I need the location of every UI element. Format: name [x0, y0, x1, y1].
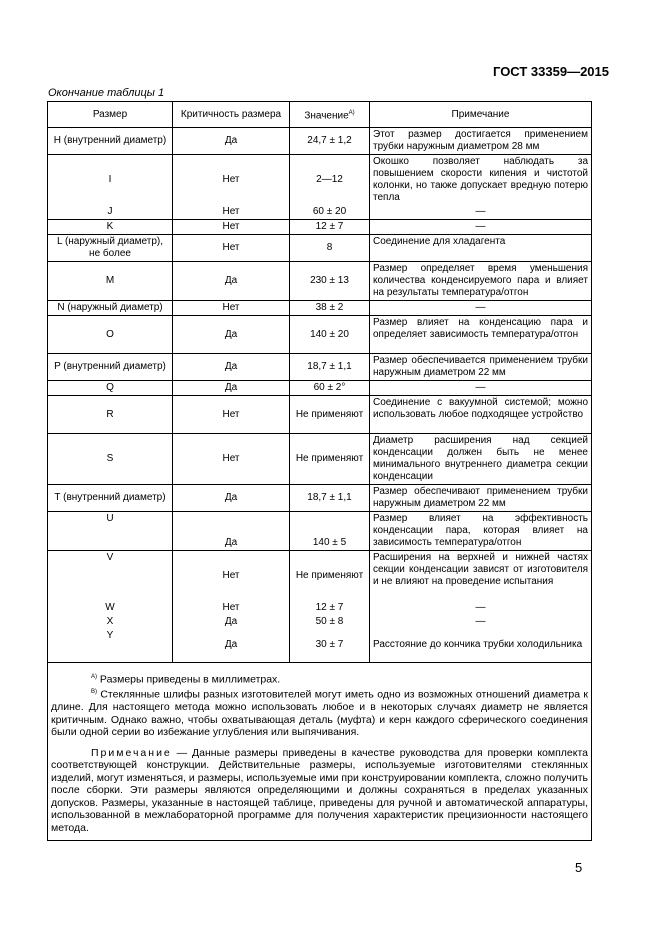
table-note: Примечание — Данные размеры приведены в качестве руководства для проверки комплекта соответствующей конструкции. Действительные размеры, используемые изготовителями стеклянных изделий, могут изменяться, и размеры, используемые ими при конструировании комплекта, сложно получить после сборки. Эти размеры являются определяющими и должны сохраняться в пределах указанных допусков. Размеры, указанные в настоящей таблице, приведены для ручной и автоматической аппаратуры, использованной в межлабораторной программе для получения характеристик прецизионности настоящего метода.	[51, 746, 588, 834]
cell-crit: Да	[173, 615, 290, 629]
cell-value: Не применяют	[290, 434, 370, 485]
table-row	[48, 512, 592, 551]
cell-size: Q	[48, 381, 173, 396]
cell-note: —	[370, 381, 592, 396]
cell-crit: Нет	[173, 551, 290, 601]
col-header-criticality: Критичность размера	[173, 102, 290, 128]
cell-size: J	[48, 205, 173, 220]
footnote-b: $^{В)}$ Стеклянные шлифы разных изготовителей могут иметь одно из возможных отношений диаметра к длине. Для настоящего метода можно использовать любое и в некоторых случаях диаметр не является критичным. Однако важно, чтобы охватывающая деталь (муфта) и керн каждого сферического соединения были одной серии во избежание углубления или выпячивания.	[51, 688, 588, 738]
cell-value: 2—12	[290, 155, 370, 206]
table-row	[48, 615, 592, 629]
cell-value: 230 ± 13	[290, 262, 370, 301]
cell-crit: Да	[173, 381, 290, 396]
cell-value: 140 ± 20	[290, 316, 370, 354]
cell-size: S	[48, 434, 173, 485]
cell-note: Размер влияет на эффективность конденсации пара, которая влияет на зависимость температура/отгон	[370, 512, 592, 551]
cell-crit: Да	[173, 316, 290, 354]
col-header-value: Значение$^{А)}$	[290, 102, 370, 128]
cell-size: H (внутренний диаметр)	[48, 128, 173, 155]
cell-value: 30 ± 7	[290, 629, 370, 663]
cell-size: M	[48, 262, 173, 301]
cell-size: K	[48, 220, 173, 235]
table-caption: Окончание таблицы 1	[48, 87, 165, 99]
table-row	[48, 220, 592, 235]
cell-size: O	[48, 316, 173, 354]
cell-value: 60 ± 20	[290, 205, 370, 220]
table-row	[48, 235, 592, 262]
cell-crit: Да	[173, 512, 290, 551]
cell-crit: Да	[173, 629, 290, 663]
cell-note: —	[370, 220, 592, 235]
footnote-a: $^{А)}$ Размеры приведены в миллиметрах.	[91, 673, 281, 686]
cell-size: U	[48, 512, 173, 551]
table-row	[48, 551, 592, 601]
cell-note: Размер определяет время уменьшения количества конденсируемого пара и влияет на результаты температура/отгон	[370, 262, 592, 301]
cell-crit: Да	[173, 262, 290, 301]
cell-value: 8	[290, 235, 370, 262]
cell-note: Соединение для хладагента	[370, 235, 592, 262]
table-row	[48, 301, 592, 316]
table-row	[48, 262, 592, 301]
cell-size: R	[48, 396, 173, 434]
cell-crit: Да	[173, 354, 290, 381]
cell-note: Диаметр расширения над секцией конденсации должен быть не менее минимального внутреннего диаметра секции конденсации	[370, 434, 592, 485]
cell-crit: Нет	[173, 434, 290, 485]
cell-crit: Нет	[173, 220, 290, 235]
table-header-row	[48, 102, 592, 128]
cell-note: —	[370, 205, 592, 220]
cell-crit: Нет	[173, 235, 290, 262]
table-row	[48, 381, 592, 396]
table-row	[48, 316, 592, 354]
cell-size: N (наружный диаметр)	[48, 301, 173, 316]
cell-value: 18,7 ± 1,1	[290, 354, 370, 381]
cell-note: Окошко позволяет наблюдать за повышением скорости кипения и чистотой колонки, но также допускает вредную потерю тепла	[370, 155, 592, 206]
cell-value: 18,7 ± 1,1	[290, 485, 370, 512]
cell-note: Размер влияет на конденсацию пара и определяет зависимость температура/отгон	[370, 316, 592, 354]
cell-size: V	[48, 551, 173, 601]
cell-value: 60 ± 2°	[290, 381, 370, 396]
col-header-note: Примечание	[370, 102, 592, 128]
table-row	[48, 485, 592, 512]
cell-size: I	[48, 155, 173, 206]
table-row	[48, 601, 592, 615]
page-number: 5	[575, 860, 583, 875]
cell-note: Расширения на верхней и нижней частях секции конденсации зависят от изготовителя и не влияют на проведение испытания	[370, 551, 592, 601]
table-row	[48, 434, 592, 485]
cell-value: Не применяют	[290, 551, 370, 601]
table-row	[48, 205, 592, 220]
cell-note: —	[370, 601, 592, 615]
cell-crit: Да	[173, 128, 290, 155]
cell-value: 38 ± 2	[290, 301, 370, 316]
cell-size: Y	[48, 629, 173, 663]
table-row	[48, 629, 592, 663]
cell-size: T (внутренний диаметр)	[48, 485, 173, 512]
table-row	[48, 128, 592, 155]
col-header-size: Размер	[48, 102, 173, 128]
cell-value: 50 ± 8	[290, 615, 370, 629]
cell-value: 12 ± 7	[290, 601, 370, 615]
cell-value: 12 ± 7	[290, 220, 370, 235]
footnotes-row	[48, 663, 592, 841]
cell-crit: Нет	[173, 601, 290, 615]
cell-crit: Нет	[173, 155, 290, 206]
table-row	[48, 155, 592, 206]
cell-note: Соединение с вакуумной системой; можно использовать любое подходящее устройство	[370, 396, 592, 434]
cell-note: Размер обеспечивается применением трубки наружным диаметром 22 мм	[370, 354, 592, 381]
cell-crit: Нет	[173, 301, 290, 316]
cell-value: Не применяют	[290, 396, 370, 434]
cell-value: 140 ± 5	[290, 512, 370, 551]
table-row	[48, 354, 592, 381]
cell-note: —	[370, 615, 592, 629]
cell-note: —	[370, 301, 592, 316]
cell-size: W	[48, 601, 173, 615]
cell-crit: Нет	[173, 205, 290, 220]
cell-crit: Да	[173, 485, 290, 512]
standard-number: ГОСТ 33359—2015	[493, 64, 609, 79]
cell-value: 24,7 ± 1,2	[290, 128, 370, 155]
cell-size: P (внутренний диаметр)	[48, 354, 173, 381]
cell-note: Этот размер достигается применением трубки наружным диаметром 28 мм	[370, 128, 592, 155]
table-row	[48, 396, 592, 434]
dimensions-table	[47, 101, 592, 841]
cell-note: Расстояние до кончика трубки холодильника	[370, 629, 592, 663]
cell-size: L (наружный диаметр), не более	[48, 235, 173, 262]
cell-size: X	[48, 615, 173, 629]
cell-note: Размер обеспечивают применением трубки наружным диаметром 22 мм	[370, 485, 592, 512]
footnote-a-mark: А)	[348, 109, 355, 116]
cell-crit: Нет	[173, 396, 290, 434]
